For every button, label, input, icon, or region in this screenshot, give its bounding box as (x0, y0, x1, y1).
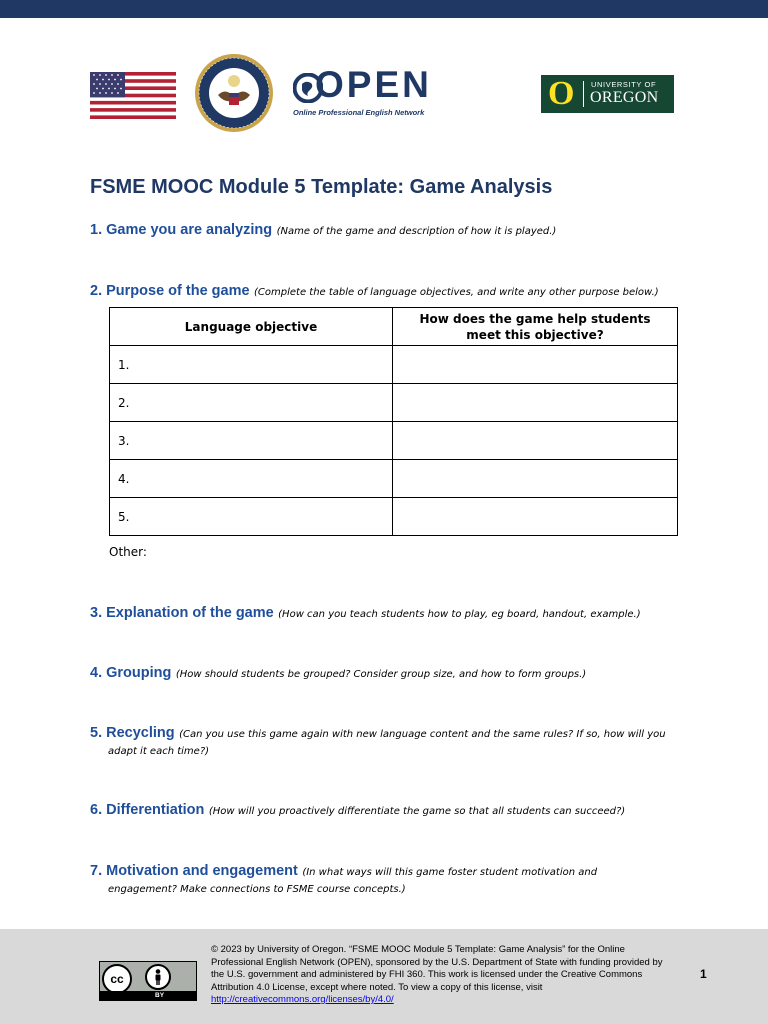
section-instructions: (Can you use this game again with new language content and the same rules? If so, how will you (179, 729, 666, 740)
answer-cell[interactable] (393, 346, 678, 384)
top-banner-bar (0, 0, 768, 18)
page-number: 1 (700, 967, 707, 981)
page-title: FSME MOOC Module 5 Template: Game Analysis (90, 176, 553, 198)
uo-university-of: UNIVERSITY OF (591, 80, 657, 89)
row-number: 5. (110, 498, 393, 536)
section-heading: 5. Recycling (90, 725, 175, 741)
section-heading: 2. Purpose of the game (90, 283, 250, 299)
answer-cell[interactable] (393, 422, 678, 460)
row-number: 2. (110, 384, 393, 422)
creative-commons-by-badge[interactable] (99, 961, 197, 1001)
person-icon (145, 964, 171, 990)
open-subtitle: Online Professional English Network (293, 108, 425, 117)
section-grouping (90, 664, 690, 683)
license-notice (211, 944, 671, 1007)
row-number: 4. (110, 460, 393, 498)
section-heading: 6. Differentiation (90, 802, 205, 818)
column-header-how: How does the game help students meet this objective? (393, 308, 678, 346)
uo-o-mark: O (548, 75, 575, 112)
table-header-row (110, 308, 678, 346)
row-number: 3. (110, 422, 393, 460)
section-heading: 7. Motivation and engagement (90, 863, 298, 879)
uo-divider (583, 81, 584, 107)
section-instructions: (Complete the table of language objectives, and write any other purpose below.) (254, 287, 659, 298)
cc-badge-strip (100, 991, 196, 1000)
answer-cell[interactable] (393, 384, 678, 422)
section-instructions: (How can you teach students how to play, eg board, handout, example.) (278, 609, 641, 620)
cc-by-label: BY (155, 992, 165, 999)
department-of-state-seal (194, 53, 274, 133)
section-motivation (90, 862, 690, 898)
uo-oregon: OREGON (590, 89, 659, 106)
table-row (110, 422, 678, 460)
section-differentiation (90, 801, 690, 820)
open-network-logo (293, 64, 432, 120)
section-purpose (90, 282, 690, 301)
license-link[interactable]: http://creativecommons.org/licenses/by/4.0/ (211, 994, 394, 1005)
table-row (110, 346, 678, 384)
table-row (110, 498, 678, 536)
cc-icon: cc (102, 964, 132, 994)
section-instructions: (How should students be grouped? Consider group size, and how to form groups.) (175, 669, 587, 680)
table-row (110, 460, 678, 498)
table-row (110, 384, 678, 422)
university-of-oregon-logo (541, 75, 674, 113)
us-flag-logo (90, 72, 176, 119)
section-instructions-continued: engagement? Make connections to FSME course concepts.) (108, 884, 406, 895)
section-instructions: (Name of the game and description of how it is played.) (276, 226, 557, 237)
column-header-objective: Language objective (110, 308, 393, 346)
section-game (90, 221, 690, 240)
language-objectives-table (109, 307, 678, 536)
open-wordmark: OPEN (315, 64, 432, 105)
answer-cell[interactable] (393, 460, 678, 498)
section-instructions: (How will you proactively differentiate the game so that all students can succeed?) (208, 806, 626, 817)
section-explanation (90, 604, 690, 623)
section-instructions: (In what ways will this game foster student motivation and (302, 867, 598, 878)
license-text: © 2023 by University of Oregon. “FSME MOOC Module 5 Template: Game Analysis” for the Online Professional English Network (OPEN), sponsored by the U.S. Department of State with funding provided by the U.S. government and administered by FHI 360. This work is licensed under the Creative Commons Attribution 4.0 License, except where noted. To view a copy of this license, visit (211, 944, 663, 993)
row-number: 1. (110, 346, 393, 384)
section-heading: 1. Game you are analyzing (90, 222, 273, 238)
other-purpose-label: Other: (109, 545, 147, 559)
section-instructions-continued: adapt it each time?) (108, 746, 210, 757)
section-heading: 4. Grouping (90, 665, 172, 681)
answer-cell[interactable] (393, 498, 678, 536)
page-footer (0, 929, 768, 1024)
section-heading: 3. Explanation of the game (90, 605, 274, 621)
section-recycling (90, 724, 690, 760)
